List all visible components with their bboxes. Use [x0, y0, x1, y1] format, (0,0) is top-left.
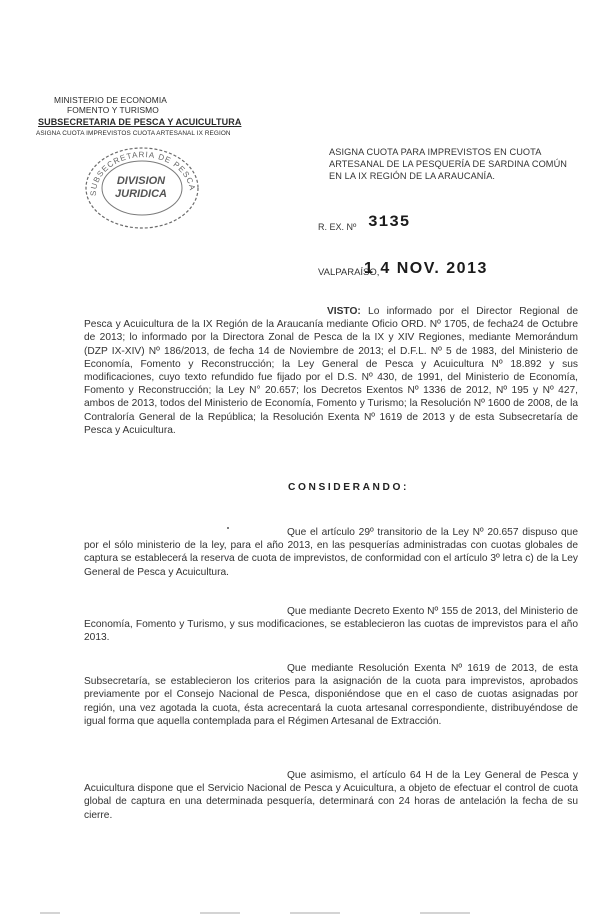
- ministry-subtitle: FOMENTO Y TURISMO: [67, 105, 159, 115]
- visto-text: Lo informado por el Director Regional de Pesca y Acuicultura de la IX Región de la Araucanía mediante Oficio ORD. Nº 1705, de fecha24 de Octubre de 2013; lo informado por la Directora Zonal de Pesca de la IX y XIV Regiones, mediante Memorándum (DZP IX-XIV) Nº 186/2013, de fecha 14 de Noviembre de 2013; el D.F.L. Nº 5 de 1983, del Ministerio de Economía, Fomento y Reconstrucción; la Ley General de Pesca y Acuicultura Nº 18.892 y sus modificaciones, cuyo texto refundido fue fijado por el D.S. Nº 430, de 1991, del Ministerio de Economía, Fomento y Reconstrucción; la Ley N° 20.657; los Decretos Exentos Nº 1336 de 2012, Nº 195 y Nº 427, ambos de 2013, todos del Ministerio de Economía, Fomento y Turismo; la Resolución Nº 1600 de 2008, de la Contraloría General de la República; la Resolución Exenta Nº 1619 de 2013 y de esta Subsecretaría de Pesca y Acuicultura.: [84, 306, 578, 436]
- place-label: VALPARAÍSO,: [318, 267, 380, 278]
- considerando-paragraph-4: Que asimismo, el artículo 64 H de la Ley General de Pesca y Acuicultura dispone que el Servicio Nacional de Pesca y Acuicultura, a objeto de efectuar el control de cuota global de captura en una determinada pesquería, determinará con 24 horas de antelación la fecha de su cierre.: [84, 770, 578, 821]
- resolution-label: R. EX. Nº: [318, 222, 357, 232]
- considerando-paragraph-2: Que mediante Decreto Exento Nº 155 de 2013, del Ministerio de Economía, Fomento y Turismo, y sus modificaciones, se establecieron las cuotas de imprevistos para el año 2013.: [84, 606, 578, 644]
- seal-center-line1: DIVISION: [116, 175, 166, 187]
- subsecretaria-name: SUBSECRETARIA DE PESCA Y ACUICULTURA: [38, 117, 242, 127]
- official-seal-stamp: [78, 140, 206, 232]
- date-stamp: 1 4 NOV. 2013: [364, 260, 488, 277]
- seal-graphic: [78, 140, 206, 232]
- seal-center-line2: JURIDICA: [115, 188, 167, 200]
- footer-scan-marks: [40, 912, 560, 914]
- considerando-heading: CONSIDERANDO:: [288, 482, 409, 493]
- considerando-paragraph-1: Que el artículo 29º transitorio de la Ley Nº 20.657 dispuso que por el sólo ministerio de la ley, para el año 2013, en las pesquerías administradas con cuotas globales de captura se establecerá la reserva de cuota de imprevistos, de conformidad con el artículo 3º letra c) de la Ley General de Pesca y Acuicultura.: [84, 527, 578, 578]
- resolution-number: 3135: [368, 213, 411, 231]
- seal-ring-text: SUBSECRETARIA DE PESCA: [88, 150, 197, 197]
- document-reference: ASIGNA CUOTA IMPREVISTOS CUOTA ARTESANAL IX REGION: [36, 130, 231, 137]
- resolution-title: ASIGNA CUOTA PARA IMPREVISTOS EN CUOTA ARTESANAL DE LA PESQUERÍA DE SARDINA COMÚN EN LA IX REGIÓN DE LA ARAUCANÍA.: [329, 147, 568, 181]
- ministry-name: MINISTERIO DE ECONOMIA: [54, 95, 167, 105]
- visto-lead: VISTO:: [327, 306, 361, 317]
- visto-paragraph: [84, 305, 578, 437]
- considerando-paragraph-3: Que mediante Resolución Exenta Nº 1619 de 2013, de esta Subsecretaría, se establecieron los criterios para la asignación de la cuota para imprevistos, aprobados previamente por el Consejo Nacional de Pesca, disponiéndose que en el caso de cuotas asignadas por región, una vez agotada la cuota, ésta acrecentará la cuota artesanal correspondiente, distribuyéndose de igual forma que aquella contemplada para el Régimen Artesanal de Extracción.: [84, 663, 578, 727]
